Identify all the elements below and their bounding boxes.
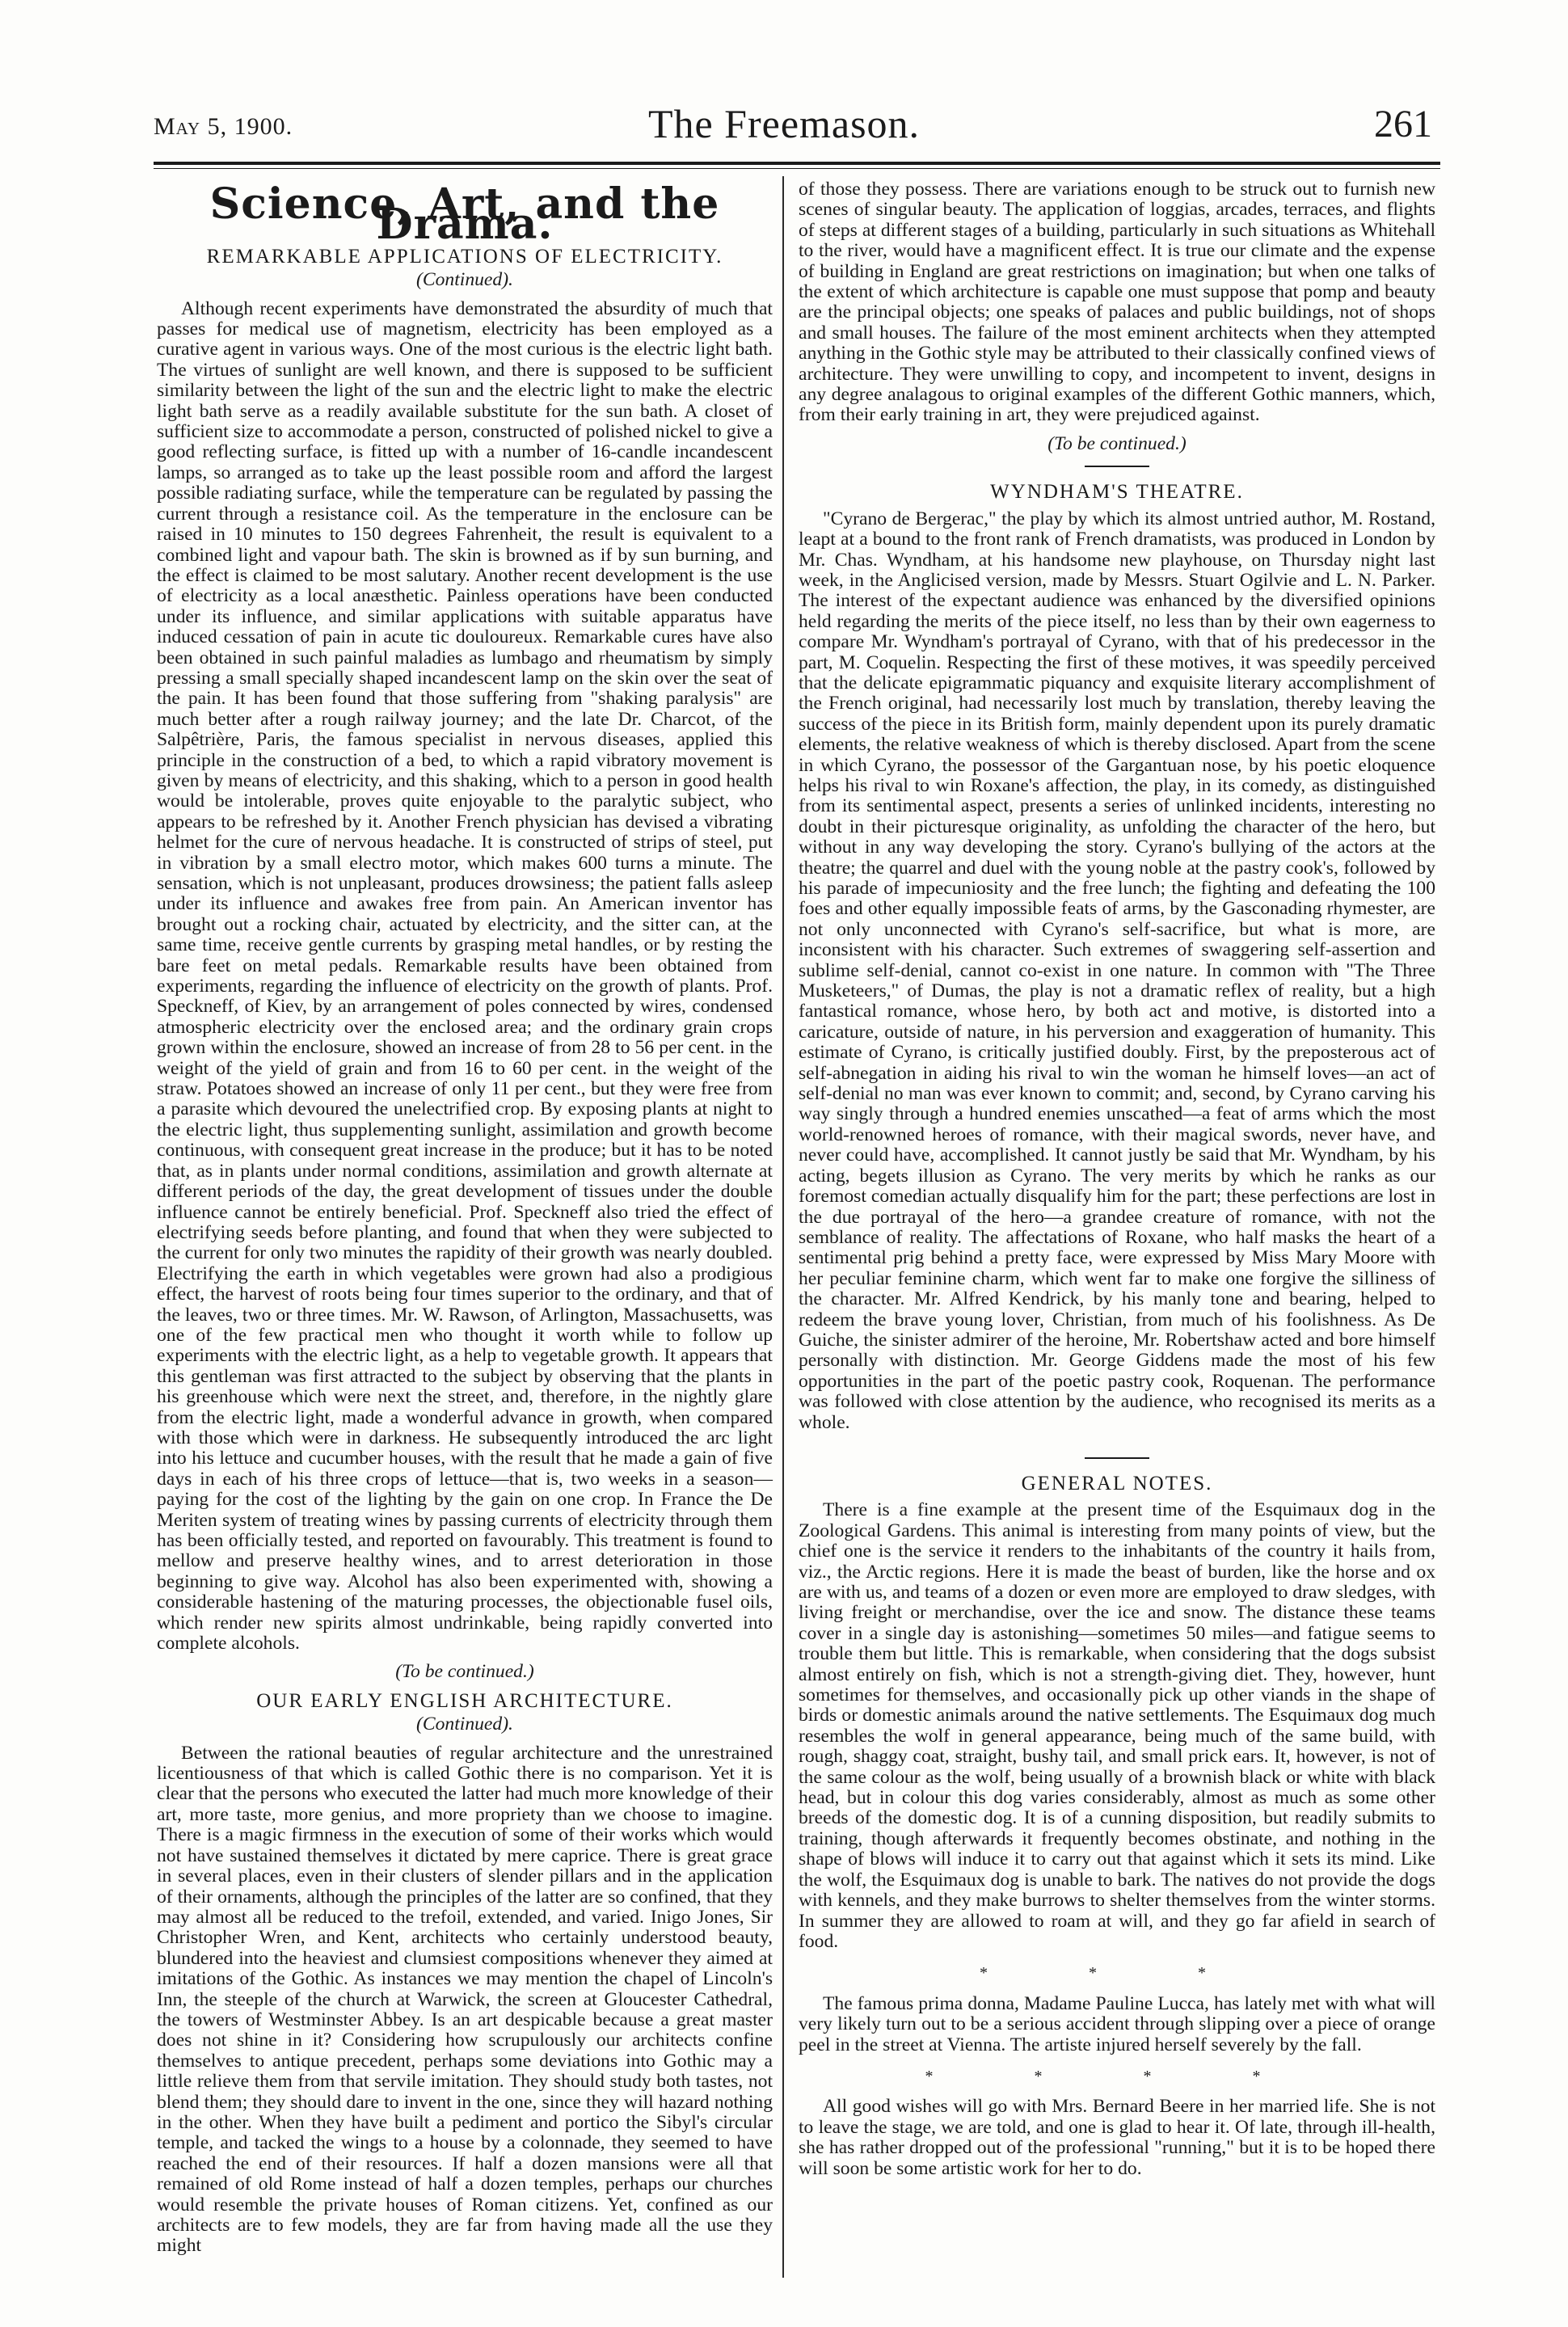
continued-note: (Continued). bbox=[416, 269, 513, 291]
article-body-architecture: Between the rational beauties of regular architecture and the unrestrained licentiousness of that which is called Gothic there is no comparison. Yet it is clear that the persons who executed the latter had much more knowledge of their art, more taste, more genius, and more propriety than we choose to imagine. There is a magic firmness in the execution of some of their works which would not have sustained themselves it dictated by mere caprice. There is great grace in several places, even in their clusters of slender pillars and in the application of their ornaments, although the principles of the latter are so confined, that they may almost all be reduced to the trefoil, extended, and varied. Inigo Jones, Sir Christopher Wren, and Kent, architects who certainly understood beauty, blundered into the heaviest and clumsiest compositions whenever they aimed at imitations of the Gothic. As instances we may mention the chapel of Lincoln's Inn, the steeple of the church at Warwick, the screen at Gloucester Cathedral, the towers of Westminster Abbey. Is an art despicable because a great master does not shine in it? Considering how scrupulously our architects confine themselves to antique precedent, perhaps some deviations into Gothic may a little relieve them from that servile imitation. They should study both tastes, not blend them; they should dare to invent in the one, since they will hazard nothing in the other. When they have built a pediment and portico the Sibyl's circular temple, and tacked the wings to a house by a colonnade, they seemed to have reached the end of their resources. If half a dozen mansions were all that remained of old Rome instead of half a dozen temples, perhaps our churches would resemble the private houses of Roman citizens. Yet, confined as our architects are to few models, they are far from having made all the use they might bbox=[157, 1742, 773, 2257]
header-rule-thin bbox=[154, 168, 1440, 169]
header-rule-thick bbox=[154, 162, 1440, 165]
note-esquimaux-dog: There is a fine example at the present time of the Esquimaux dog in the Zoological Gardens. This animal is interesting from many points of view, but the chief one is the service it renders to the inhabitants of the country it hails from, viz., the Arctic regions. Here it is made the beast of burden, like the horse and ox are with us, and teams of a dozen or even more are employed to draw sledges, with living freight or merchandise, over the ice and snow. The distance these teams cover in a single day is astonishing—sometimes 50 miles—and fatigue seems to trouble them but little. This is remarkable, when considering that the dogs subsist almost entirely on fish, which is not a strength-giving diet. They, however, hunt sometimes for themselves, and occasionally pick up other viands in the shape of birds or domestic animals around the native settlements. The Esquimaux dog much resembles the wolf in general appearance, being much of the same build, with rough, shaggy coat, straight, bushy tail, and small prick ears. It, however, is not of the same colour as the wolf, being usually of a brownish black or white with black head, but in colour this dog varies considerably, almost as much as some other breeds of the domestic dog. It is of a cunning disposition, but readily submits to training, though afterwards it frequently becomes obstinate, and nothing in the shape of blows will induce it to carry out that against which it sets its mind. Like the wolf, the Esquimaux dog is unable to bark. The natives do not provide the dogs with kennels, and they make burrows to shelter themselves from the winter storms. In summer they are allowed to roam at will, and they go far afield in search of food. bbox=[799, 1499, 1435, 1952]
page-number: 261 bbox=[1374, 103, 1432, 145]
section-divider bbox=[1085, 1457, 1149, 1459]
section-divider bbox=[1085, 466, 1149, 467]
section-title: Science, Art, and the Drama. bbox=[209, 179, 720, 250]
article-body-theatre: "Cyrano de Bergerac," the play by which its almost untried author, M. Rostand, leapt at a bound to the front rank of French dramatists, was produced in London by Mr. Chas. Wyndham, at his handsome new playhouse, on Thursday night last week, in the Anglicised version, made by Messrs. Stuart Ogilvie and L. N. Parker. The interest of the expectant audience was enhanced by the diversified opinions held regarding the merits of the piece itself, no less than by their own eagerness to compare Mr. Wyndham's portrayal of Cyrano, with that of his predecessor in the part, M. Coquelin. Respecting the first of these motives, it was speedily perceived that the delicate epigrammatic piquancy and exquisite literary accomplishment of the French original, had necessarily lost much by translation, thereby leaving the success of the piece in its British form, mainly dependent upon its purely dramatic elements, the relative weakness of which is thereby disclosed. Apart from the scene in which Cyrano, the possessor of the Gargantuan nose, by his poetic eloquence helps his rival to win Roxane's affection, the play, in its comedy, as distinguished from its sentimental aspect, presents a series of unlinked incidents, interesting no doubt in their picturesque originality, as unfolding the character of the hero, but without in any way developing the story. Cyrano's bullying of the actors at the theatre; the quarrel and duel with the young noble at the pastry cook's, followed by his parade of impecuniosity and the free lunch; the fighting and defeating the 100 foes and other equally impossible feats of arms, by the Gasconading rhymester, are not only unconnected with Cyrano's self-sacrifice, but what is more, are inconsistent with his character. Such extremes of swaggering self-assertion and sublime self-denial, cannot co-exist in one nature. In common with "The Three Musketeers," of Dumas, the play is not a dramatic reflex of reality, but a high fantastical romance, whose hero, by both act and motive, is distorted into a caricature, outside of nature, in his perversion and exaggeration of humanity. This estimate of Cyrano, is critically justified doubly. First, by the preposterous act of self-abnegation in aiding his rival to win the woman he himself loves—an act of self-denial no man was ever known to commit; and, second, by Cyrano carving his way singly through a hundred enemies unscathed—a feat of arms which the most world-renowned heroes of romance, with their magical swords, never have, and never could have, accomplished. It cannot justly be said that Mr. Wyndham, by his acting, begets illusion as Cyrano. The very merits by which he ranks as our foremost comedian actually disqualify him for the part; these perfections are lost in the due portrayal of the hero—a grandee creature of romance, with not the semblance of reality. The affectations of Roxane, who half masks the heart of a sentimental prig behind a pretty face, were expressed by Miss Mary Moore with her peculiar feminine charm, which went far to make one forgive the silliness of the character. Mr. Alfred Kendrick, by his manly tone and bearing, helped to redeem the brave young lover, Christian, from much of his foolishness. As De Guiche, the sinister admirer of the heroine, Mr. Robertshaw acted and bore himself personally with distinction. Mr. George Giddens made the most of his few opportunities in the part of the poetic pastry cook, Roquenan. The performance was followed with close attention by the audience, who recognised its merits as a whole. bbox=[799, 508, 1435, 1433]
issue-date: May 5, 1900. bbox=[154, 113, 293, 140]
to-be-continued-note: (To be continued.) bbox=[395, 1661, 534, 1683]
to-be-continued-note: (To be continued.) bbox=[1047, 432, 1187, 454]
article-title-theatre: WYNDHAM'S THEATRE. bbox=[990, 481, 1244, 504]
asterism: * * * bbox=[980, 1964, 1254, 1983]
column-divider bbox=[782, 176, 784, 2278]
right-column bbox=[799, 179, 1435, 2179]
article-title-architecture: OUR EARLY ENGLISH ARCHITECTURE. bbox=[256, 1689, 673, 1712]
article-body-electricity: Although recent experiments have demonstrated the absurdity of much that passes for medical use of magnetism, electricity has been employed as a curative agent in various ways. One of the most curious is the electric light bath. The virtues of sunlight are well known, and there is supposed to be sufficient similarity between the light of the sun and the electric light to make the electric light bath serve as a readily available substitute for the sun bath. A closet of sufficient size to accommodate a person, constructed of polished nickel to give a good reflecting surface, is fitted up with a number of 16-candle incandescent lamps, so arranged as to take up the least possible room and afford the largest possible radiating surface, while the temperature can be regulated by passing the current through a resistance coil. As the temperature in the enclosure can be raised in 10 minutes to 150 degrees Fahrenheit, the result is equivalent to a combined light and vapour bath. The skin is browned as if by sun burning, and the effect is claimed to be most salutary. Another recent development is the use of electricity as a local anæsthetic. Painless operations have been conducted under its influence, and similar applications with suitable apparatus have induced cessation of pain in acute tic douloureux. Remarkable cures have also been obtained in such painful maladies as lumbago and rheumatism by simply pressing a small specially shaped incandescent lamp on the skin over the seat of the pain. It has been found that those suffering from "shaking paralysis" are much better after a rough railway journey; and the late Dr. Charcot, of the Salpêtrière, Paris, the famous specialist in nervous diseases, applied this principle in the construction of a bed, to which a rapid vibratory movement is given by means of electricity, and this shaking, which to a person in good health would be intolerable, proves quite enjoyable to the paralytic subject, who appears to be refreshed by it. Another French physician has devised a vibrating helmet for the cure of nervous headache. It is constructed of strips of steel, put in vibration by a small electro motor, which makes 600 turns a minute. The sensation, which is not unpleasant, produces drowsiness; the patient falls asleep under its influence and awakes free from pain. An American inventor has brought out a rocking chair, actuated by electricity, and the sitter can, at the same time, receive gentle currents by grasping metal handles, or by resting the bare feet on metal pedals. Remarkable results have been obtained from experiments, regarding the influence of electricity on the growth of plants. Prof. Speckneff, of Kiev, by an arrangement of poles connected by wires, condensed atmospheric electricity over the enclosed area; and the ordinary grain crops grown within the enclosure, showed an increase of from 28 to 56 per cent. in the weight of the yield of grain and from 16 to 60 per cent. in the weight of the straw. Potatoes showed an increase of only 11 per cent., but they were free from a parasite which devoured the unelectrified crop. By exposing plants at night to the electric light, thus supplementing sunlight, assimilation and growth become continuous, with consequent great increase in the produce; but it has to be noted that, as in plants under normal conditions, assimilation and growth alternate at different periods of the day, the great development of tissues under the double influence cannot be entirely beneficial. Prof. Speckneff also tried the effect of electrifying seeds before planting, and found that when they were subjected to the current for only two minutes the rapidity of their growth was nearly doubled. Electrifying the earth in which vegetables were grown had also a prodigious effect, the harvest of roots being four times superior to the ordinary, and that of the leaves, two or three times. Mr. W. Rawson, of Arlington, Massachusetts, was one of the few practical men who thought it worth while to follow up experiments with the electric light, as a help to vegetable growth. It appears that this gentleman was first attracted to the subject by observing that the plants in his greenhouse which were next the street, and, therefore, in the nightly glare from the electric light, made a wonderful advance in growth, when compared with those which were in darkness. He subsequently introduced the arc light into his lettuce and cucumber houses, with the result that he made a gain of five days in each of his three crops of lettuce—that is, two weeks in a season—paying for the cost of the lighting by the gain on one crop. In France the De Meriten system of treating wines by passing currents of electricity through them has been officially tested, and reported on favourably. This treatment is found to mellow and preserve healthy wines, and to arrest deterioration in those beginning to give way. Alcohol has also been experimented with, showing a considerable hastening of the maturing processes, the objectionable fusel oils, which render new spirits almost undrinkable, being rapidly converted into complete alcohols. bbox=[157, 297, 773, 1655]
continued-note: (Continued). bbox=[416, 1714, 513, 1735]
left-column bbox=[157, 179, 773, 2257]
note-bernard-beere: All good wishes will go with Mrs. Bernard Beere in her married life. She is not to leave the stage, we are told, and one is glad to hear it. Of late, through ill-health, she has rather dropped out of the professional "running," but it is to be hoped there will soon be some artistic work for her to do. bbox=[799, 2096, 1435, 2179]
asterism: * * * * bbox=[925, 2067, 1309, 2085]
masthead-title: The Freemason. bbox=[647, 101, 921, 146]
article-body-architecture-continued: of those they possess. There are variations enough to be struck out to furnish new scenes of singular beauty. The application of loggias, arcades, terraces, and flights of steps at different stages of a building, particularly in such situations as Whitehall to the river, would have a magnificent effect. It is true our climate and the expense of building in England are great restrictions on imagination; but when one talks of the extent of which architecture is capable one must suppose that pomp and beauty are the principal objects; one speaks of palaces and public buildings, not of shops and small houses. The failure of the most eminent architects when they attempted anything in the Gothic style may be attributed to their classically confined views of architecture. They were unwilling to copy, and incompetent to invent, designs in any degree analagous to original examples of the different Gothic manners, which, from their early training in art, they were prejudiced against. bbox=[799, 179, 1435, 426]
note-pauline-lucca: The famous prima donna, Madame Pauline Lucca, has lately met with what will very likely turn out to be a serious accident through slipping over a piece of orange peel in the street at Vienna. The artiste injured herself severely by the fall. bbox=[799, 1992, 1435, 2055]
article-title-general-notes: GENERAL NOTES. bbox=[1021, 1472, 1213, 1494]
article-title-electricity: REMARKABLE APPLICATIONS OF ELECTRICITY. bbox=[206, 245, 723, 268]
